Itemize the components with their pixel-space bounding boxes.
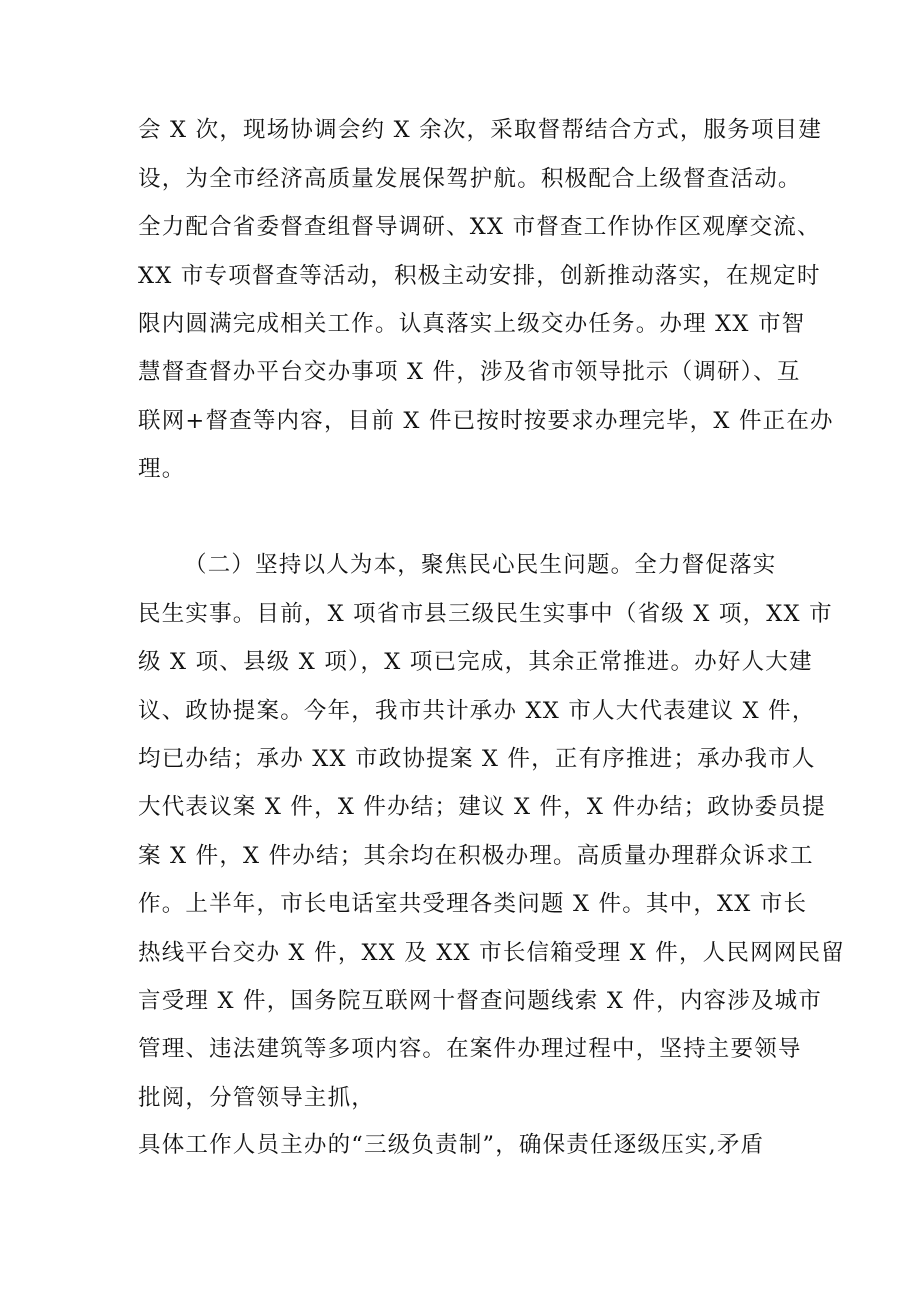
text-line: 级 X 项、县级 X 项），X 项已完成，其余正常推进。办好人大建	[138, 649, 813, 675]
text-line: 管理、违法建筑等多项内容。在案件办理过程中，坚持主要领导	[138, 1036, 802, 1062]
text-line: 热线平台交办 X 件，XX 及 XX 市长信箱受理 X 件，人民网网民留	[138, 940, 845, 966]
text-line: 议、政协提案。今年，我市共计承办 XX 市人大代表建议 X 件，	[138, 698, 816, 724]
text-line: 案 X 件，X 件办结；其余均在积极办理。高质量办理群众诉求工	[138, 843, 814, 869]
text-line: 批阅，分管领导主抓，	[138, 1085, 376, 1111]
text-line: 大代表议案 X 件，X 件办结；建议 X 件，X 件办结；政协委员提	[138, 794, 826, 820]
text-line: 全力配合省委督查组督导调研、XX 市督查工作协作区观摩交流、	[138, 214, 821, 240]
text-line: 会 X 次，现场协调会约 X 余次，采取督帮结合方式，服务项目建	[138, 117, 823, 143]
text-line: XX 市专项督查等活动，积极主动安排，创新推动落实，在规定时	[138, 263, 821, 289]
text-line: 具体工作人员主办的“三级负责制”，确保责任逐级压实,矛盾	[138, 1132, 765, 1158]
text-line: 作。上半年，市长电话室共受理各类问题 X 件。其中，XX 市长	[138, 891, 808, 917]
text-line: 慧督查督办平台交办事项 X 件，涉及省市领导批示（调研）、互	[138, 359, 801, 385]
section-heading-line: （二）坚持以人为本，聚焦民心民生问题。全力督促落实	[184, 552, 777, 578]
text-line: 均已办结；承办 XX 市政协提案 X 件，正有序推进；承办我市人	[138, 746, 816, 772]
text-line: 理。	[138, 456, 186, 482]
text-line: 联网+督查等内容，目前 X 件已按时按要求办理完毕，X 件正在办	[138, 408, 834, 434]
text-line: 言受理 X 件，国务院互联网十督查问题线索 X 件，内容涉及城市	[138, 988, 823, 1014]
text-line: 设，为全市经济高质量发展保驾护航。积极配合上级督查活动。	[138, 166, 802, 192]
text-line: 限内圆满完成相关工作。认真落实上级交办任务。办理 XX 市智	[138, 311, 806, 337]
text-line: 民生实事。目前，X 项省市县三级民生实事中（省级 X 项，XX 市	[138, 601, 833, 627]
